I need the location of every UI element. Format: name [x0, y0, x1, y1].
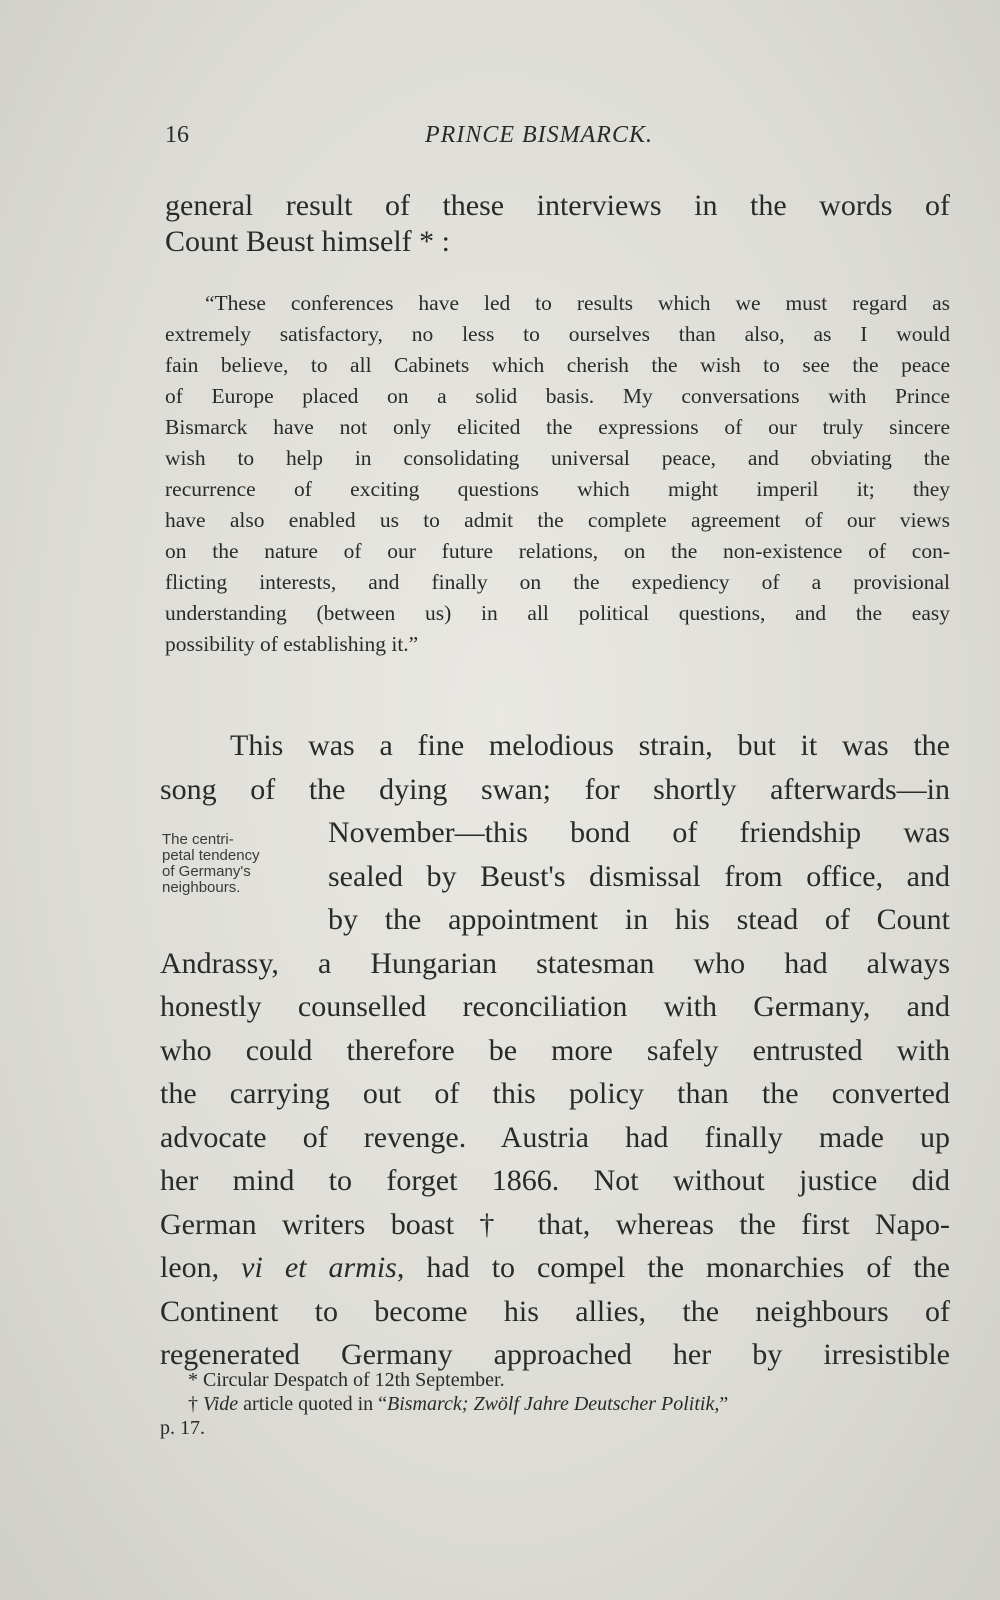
quote-line: recurrence of exciting questions which might imperil it; they: [165, 477, 950, 501]
text-line: her mind to forget 1866. Not without justice did: [160, 1164, 950, 1197]
text-line: advocate of revenge. Austria had finally made up: [160, 1120, 950, 1154]
text-line: sealed by Beust's dismissal from office, and: [328, 859, 950, 893]
footnotes: [160, 1368, 950, 1440]
quote-line: on the nature of our future relations, on the non-existence of con-: [165, 539, 950, 563]
text-line: This was a fine melodious strain, but it was the: [230, 729, 950, 762]
italic-phrase: vi et armis: [241, 1251, 397, 1284]
quote-line: Bismarck have not only elicited the expressions of our truly sincere: [165, 415, 950, 439]
quote-line: wish to help in consolidating universal peace, and obviating the: [165, 446, 950, 470]
footnote-title: Bismarck; Zwölf Jahre Deutscher Politik,: [387, 1393, 720, 1415]
text-line: Count Beust himself * :: [165, 225, 450, 258]
margin-note-line: The centri-: [162, 831, 234, 848]
text-line-italic-phrase: [160, 1246, 950, 1290]
text-line: honestly counselled reconciliation with Germany, and: [160, 990, 950, 1023]
quote-line: extremely satisfactory, no less to ourselves than also, as I would: [165, 322, 950, 346]
text-line: regenerated Germany approached her by irresistible: [160, 1338, 950, 1371]
text-line: Andrassy, a Hungarian statesman who had always: [160, 946, 950, 980]
margin-note-line: petal tendency: [162, 847, 260, 864]
quote-line: have also enabled us to admit the complete agreement of our views: [165, 508, 950, 532]
margin-note-line: neighbours.: [162, 879, 241, 896]
quote-line: flicting interests, and finally on the expediency of a provisional: [165, 570, 950, 594]
lead-paragraph: [165, 188, 950, 260]
text-line: who could therefore be more safely entrusted with: [160, 1033, 950, 1067]
footnote-vide: Vide: [203, 1393, 239, 1415]
footnote-text: article quoted in “: [238, 1393, 387, 1415]
quote-line: understanding (between us) in all political questions, and the easy: [165, 601, 950, 625]
footnote-mark: †: [188, 1393, 203, 1415]
text-line: song of the dying swan; for shortly afterwards—in: [160, 772, 950, 806]
footnote-close-quote: ”: [719, 1393, 729, 1415]
quote-line: possibility of establishing it.”: [165, 632, 419, 656]
text-line: the carrying out of this policy than the converted: [160, 1077, 950, 1110]
text-line: Continent to become his allies, the neighbours of: [160, 1294, 950, 1328]
footnote-asterisk: * Circular Despatch of 12th September.: [188, 1369, 505, 1391]
running-title: PRINCE BISMARCK.: [425, 122, 653, 148]
block-quote: [165, 288, 950, 660]
margin-note-line: of Germany's: [162, 863, 251, 880]
page-header: [165, 122, 955, 162]
quote-line: of Europe placed on a solid basis. My conversations with Prince: [165, 384, 950, 408]
main-paragraph: [160, 724, 950, 1377]
text-line: German writers boast † that, whereas the first Napo-: [160, 1207, 950, 1241]
quote-line: “These conferences have led to results which we must regard as: [205, 291, 950, 315]
text-line: general result of these interviews in the words of: [165, 189, 950, 222]
text-fragment: , had to compel the monarchies of the: [396, 1251, 950, 1284]
text-line: by the appointment in his stead of Count: [328, 903, 950, 936]
footnote-continuation: p. 17.: [160, 1417, 205, 1439]
footnote-dagger: [160, 1392, 950, 1416]
page-number: 16: [165, 122, 189, 148]
text-fragment: leon,: [160, 1251, 242, 1284]
quote-line: fain believe, to all Cabinets which cherish the wish to see the peace: [165, 353, 950, 377]
text-line: November—this bond of friendship was: [328, 816, 950, 849]
